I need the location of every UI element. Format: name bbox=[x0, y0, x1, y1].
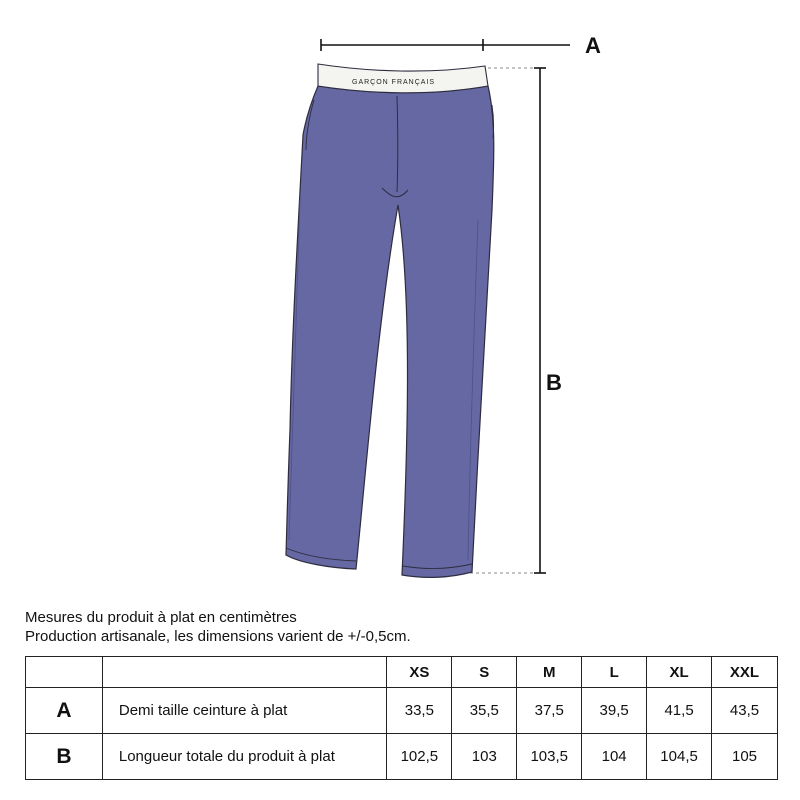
table-cell: 33,5 bbox=[387, 688, 452, 734]
table-cell: 39,5 bbox=[582, 688, 647, 734]
size-header: S bbox=[452, 657, 517, 688]
row-label: Longueur totale du produit à plat bbox=[102, 734, 387, 780]
header-empty-cell bbox=[26, 657, 103, 688]
table-cell: 41,5 bbox=[647, 688, 712, 734]
size-header: XL bbox=[647, 657, 712, 688]
table-cell: 37,5 bbox=[517, 688, 582, 734]
row-label: Demi taille ceinture à plat bbox=[102, 688, 387, 734]
row-letter: B bbox=[26, 734, 103, 780]
size-header: L bbox=[582, 657, 647, 688]
table-cell: 102,5 bbox=[387, 734, 452, 780]
table-cell: 103,5 bbox=[517, 734, 582, 780]
measurement-title: Mesures du produit à plat en centimètres bbox=[25, 609, 297, 626]
size-header: M bbox=[517, 657, 582, 688]
measure-a-label: A bbox=[585, 33, 601, 58]
table-cell: 43,5 bbox=[712, 688, 778, 734]
size-table-header bbox=[26, 657, 778, 688]
table-row bbox=[26, 734, 778, 780]
table-row bbox=[26, 688, 778, 734]
waistband-brand-text: GARÇON FRANÇAIS bbox=[352, 79, 436, 86]
table-cell: 103 bbox=[452, 734, 517, 780]
table-cell: 35,5 bbox=[452, 688, 517, 734]
measure-b-label: B bbox=[546, 370, 562, 395]
header-empty-cell bbox=[102, 657, 387, 688]
measure-a-line bbox=[321, 39, 570, 51]
waistband bbox=[318, 64, 488, 93]
table-cell: 104,5 bbox=[647, 734, 712, 780]
size-header: XXL bbox=[712, 657, 778, 688]
pants-body bbox=[286, 86, 494, 577]
measurement-subtitle: Production artisanale, les dimensions varient de +/-0,5cm. bbox=[25, 628, 411, 645]
size-table bbox=[25, 656, 778, 780]
size-header: XS bbox=[387, 657, 452, 688]
table-cell: 105 bbox=[712, 734, 778, 780]
table-cell: 104 bbox=[582, 734, 647, 780]
row-letter: A bbox=[26, 688, 103, 734]
